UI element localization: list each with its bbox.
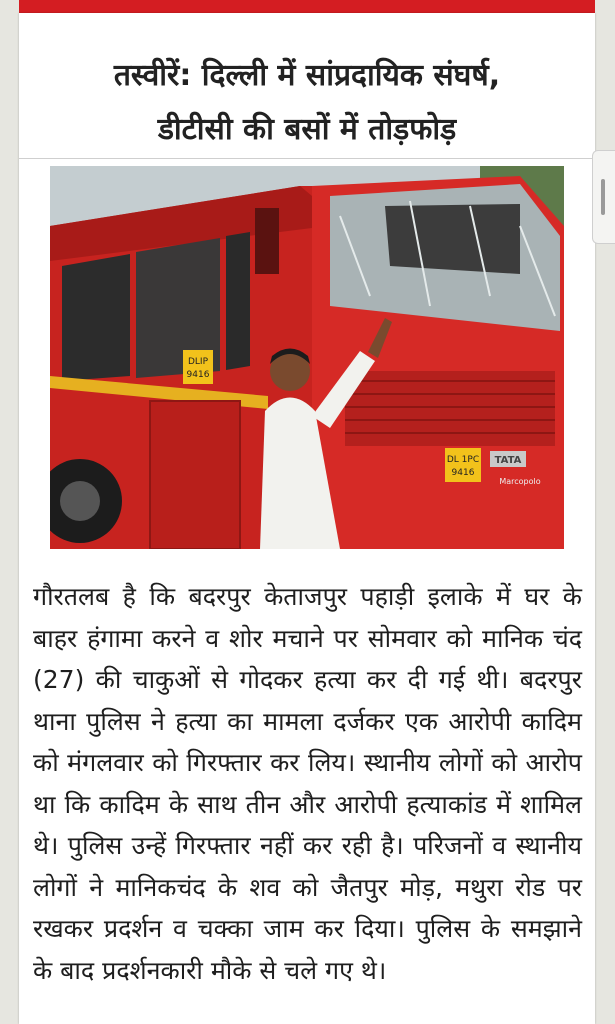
side-plate-number: 9416 xyxy=(186,370,210,380)
article-body: गौरतलब है कि बदरपुर केताजपुर पहाड़ी इलाके में घर के बाहर हंगामा करने व शोर मचाने पर सोमवार को मानिक चंद (27) की चाकुओं से गोदकर हत्या कर दी गई थी। बदरपुर थाना पुलिस ने हत्या का मामला दर्जकर एक आरोपी कादिम को मंगलवार को गिरफ्तार कर लिय। स्थानीय लोगों को आरोप था कि कादिम के साथ तीन और आरोपी हत्याकांड में शामिल थे। पुलिस उन्हें गिरफ्तार नहीं कर रही है। परिजनों व स्थानीय लोगों ने मानिकचंद के शव को जैतपुर मोड़, मथुरा रोड पर रखकर प्रदर्शन व चक्का जाम कर दिया। पुलिस के समझाने के बाद प्रदर्शनकारी मौके से चले गए थे। xyxy=(33,582,582,985)
top-accent-bar xyxy=(19,0,595,13)
rear-plate-text: DL 1PC xyxy=(446,455,480,465)
rear-model-text: Marcopolo xyxy=(499,477,541,486)
scroll-handle[interactable] xyxy=(592,150,615,244)
article-photo[interactable] xyxy=(50,166,564,549)
headline-line-2: डीटीसी की बसों में तोड़फोड़ xyxy=(157,112,457,147)
side-plate-text: DLIP xyxy=(187,357,209,367)
article-headline xyxy=(19,49,595,157)
rear-brand-text: TATA xyxy=(494,455,522,466)
rear-plate-number: 9416 xyxy=(451,468,475,478)
headline-divider xyxy=(19,158,595,159)
drag-handle-icon xyxy=(601,179,605,215)
article-card[interactable] xyxy=(19,13,595,1024)
headline-line-1: तस्वीरें: दिल्ली में सांप्रदायिक संघर्ष, xyxy=(113,58,501,93)
